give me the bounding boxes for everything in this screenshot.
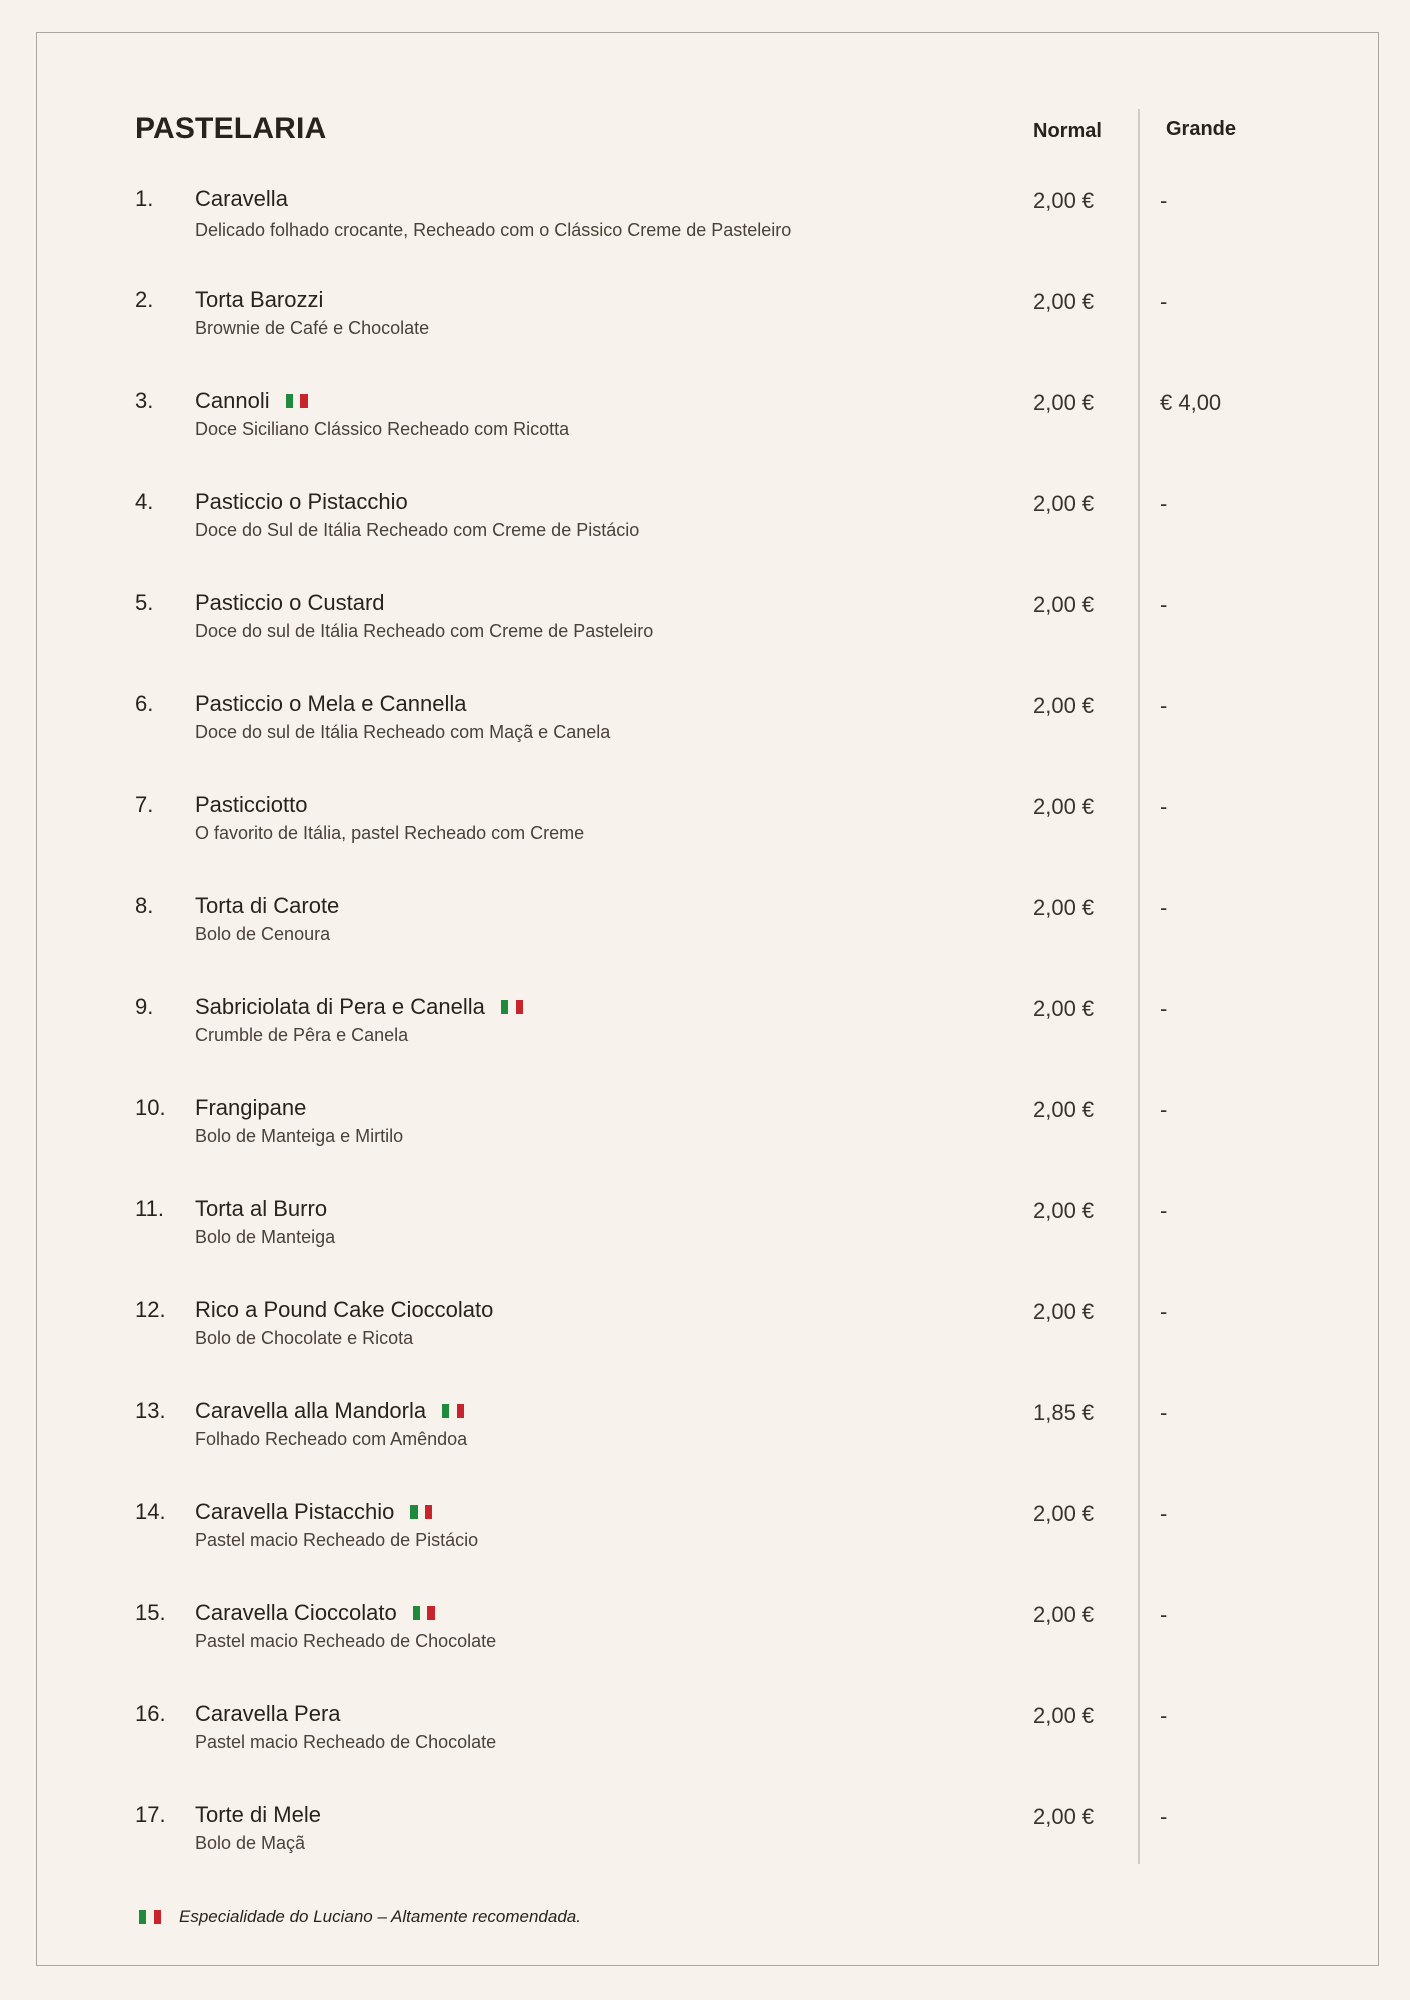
- item-name: Torta al Burro: [195, 1196, 328, 1221]
- price-grande: -: [1160, 895, 1168, 920]
- item-description: Delicado folhado crocante, Recheado com o Clássico Creme de Pasteleiro: [195, 220, 792, 240]
- price-grande: -: [1160, 1703, 1168, 1728]
- price-normal: 2,00 €: [1033, 1501, 1095, 1526]
- menu-item: [0, 1701, 1410, 1791]
- menu-item: [0, 287, 1410, 377]
- price-grande: -: [1160, 1501, 1168, 1526]
- item-description: Bolo de Manteiga e Mirtilo: [195, 1126, 404, 1146]
- item-description: Pastel macio Recheado de Chocolate: [195, 1732, 497, 1752]
- item-name: Torta Barozzi: [195, 287, 324, 312]
- item-name-wrap: [195, 1297, 493, 1323]
- item-name-wrap: [195, 1398, 464, 1424]
- price-grande: -: [1160, 693, 1168, 718]
- menu-item: [0, 1196, 1410, 1286]
- item-name: Caravella Pera: [195, 1701, 341, 1726]
- item-name: Torte di Mele: [195, 1802, 321, 1827]
- item-name-wrap: [195, 1095, 306, 1121]
- price-grande: -: [1160, 1400, 1168, 1425]
- item-number: 16.: [135, 1701, 166, 1726]
- item-name: Torta di Carote: [195, 893, 340, 918]
- item-name-wrap: [195, 893, 339, 919]
- item-name-wrap: [195, 792, 308, 818]
- item-number: 2.: [135, 287, 154, 312]
- price-grande: -: [1160, 188, 1168, 213]
- price-normal: 2,00 €: [1033, 491, 1095, 516]
- menu-item: [0, 186, 1410, 276]
- item-name-wrap: [195, 1499, 432, 1525]
- menu-item: [0, 489, 1410, 579]
- menu-item: [0, 590, 1410, 680]
- item-name-wrap: [195, 1600, 435, 1626]
- item-name-wrap: [195, 489, 408, 515]
- item-number: 4.: [135, 489, 154, 514]
- item-number: 11.: [135, 1196, 164, 1221]
- footnote: [139, 1907, 581, 1927]
- price-grande: -: [1160, 289, 1168, 314]
- item-name: Caravella Cioccolato: [195, 1600, 397, 1625]
- price-normal: 2,00 €: [1033, 895, 1095, 920]
- menu-item: [0, 893, 1410, 983]
- price-grande: -: [1160, 491, 1168, 516]
- item-number: 3.: [135, 388, 154, 413]
- item-description: Doce do sul de Itália Recheado com Maçã e Canela: [195, 722, 611, 742]
- item-name-wrap: [195, 691, 466, 717]
- price-normal: 2,00 €: [1033, 1097, 1095, 1122]
- item-name-wrap: [195, 1802, 321, 1828]
- price-normal: 2,00 €: [1033, 289, 1095, 314]
- item-number: 8.: [135, 893, 154, 918]
- price-normal: 2,00 €: [1033, 1703, 1095, 1728]
- item-name-wrap: [195, 287, 323, 313]
- italian-flag-icon: [410, 1505, 432, 1519]
- menu-item: [0, 1297, 1410, 1387]
- menu-item: [0, 1802, 1410, 1892]
- item-description: Doce do Sul de Itália Recheado com Creme de Pistácio: [195, 520, 640, 540]
- price-normal: 2,00 €: [1033, 188, 1095, 213]
- item-description: Brownie de Café e Chocolate: [195, 318, 430, 338]
- price-normal: 2,00 €: [1033, 693, 1095, 718]
- item-name-wrap: [195, 388, 308, 414]
- price-grande: -: [1160, 1602, 1168, 1627]
- price-normal: 2,00 €: [1033, 1602, 1095, 1627]
- item-description: O favorito de Itália, pastel Recheado com Creme: [195, 823, 585, 843]
- price-grande: -: [1160, 1097, 1168, 1122]
- item-name: Pasticcio o Custard: [195, 590, 385, 615]
- item-name-wrap: [195, 590, 385, 616]
- item-description: Pastel macio Recheado de Chocolate: [195, 1631, 497, 1651]
- item-number: 7.: [135, 792, 154, 817]
- column-header-grande: Grande: [1166, 118, 1237, 140]
- item-description: Folhado Recheado com Amêndoa: [195, 1429, 468, 1449]
- price-normal: 2,00 €: [1033, 996, 1095, 1021]
- price-grande: -: [1160, 1299, 1168, 1324]
- item-number: 17.: [135, 1802, 166, 1827]
- page-title: PASTELARIA: [135, 112, 327, 145]
- item-name: Rico a Pound Cake Cioccolato: [195, 1297, 494, 1322]
- item-description: Pastel macio Recheado de Pistácio: [195, 1530, 479, 1550]
- item-description: Crumble de Pêra e Canela: [195, 1025, 409, 1045]
- item-name: Caravella alla Mandorla: [195, 1398, 427, 1423]
- item-name: Caravella Pistacchio: [195, 1499, 395, 1524]
- price-normal: 2,00 €: [1033, 592, 1095, 617]
- item-description: Bolo de Chocolate e Ricota: [195, 1328, 414, 1348]
- item-number: 15.: [135, 1600, 166, 1625]
- menu-item: [0, 792, 1410, 882]
- price-normal: 2,00 €: [1033, 1804, 1095, 1829]
- price-normal: 2,00 €: [1033, 390, 1095, 415]
- menu-item: [0, 1600, 1410, 1690]
- item-description: Bolo de Maçã: [195, 1833, 306, 1853]
- item-name: Caravella: [195, 186, 288, 211]
- menu-item: [0, 691, 1410, 781]
- menu-item: [0, 1095, 1410, 1185]
- price-grande: -: [1160, 1198, 1168, 1223]
- italian-flag-icon: [501, 1000, 523, 1014]
- menu-item: [0, 1398, 1410, 1488]
- item-name: Pasticciotto: [195, 792, 308, 817]
- item-number: 1.: [135, 186, 154, 211]
- item-number: 5.: [135, 590, 154, 615]
- menu-item: [0, 1499, 1410, 1589]
- item-description: Bolo de Manteiga: [195, 1227, 336, 1247]
- item-description: Bolo de Cenoura: [195, 924, 331, 944]
- item-name: Pasticcio o Mela e Cannella: [195, 691, 467, 716]
- item-name-wrap: [195, 1196, 327, 1222]
- item-name: Frangipane: [195, 1095, 307, 1120]
- menu-item: [0, 388, 1410, 478]
- item-number: 14.: [135, 1499, 166, 1524]
- price-normal: 2,00 €: [1033, 1198, 1095, 1223]
- item-name-wrap: [195, 1701, 341, 1727]
- item-name-wrap: [195, 994, 523, 1020]
- item-description: Doce Siciliano Clássico Recheado com Ricotta: [195, 419, 570, 439]
- item-description: Doce do sul de Itália Recheado com Creme de Pasteleiro: [195, 621, 654, 641]
- italian-flag-icon: [139, 1910, 161, 1924]
- footnote-text: Especialidade do Luciano – Altamente recomendada.: [179, 1907, 581, 1926]
- item-number: 6.: [135, 691, 154, 716]
- italian-flag-icon: [286, 394, 308, 408]
- item-number: 10.: [135, 1095, 166, 1120]
- column-header-normal: Normal: [1033, 120, 1102, 142]
- italian-flag-icon: [442, 1404, 464, 1418]
- item-number: 13.: [135, 1398, 166, 1423]
- italian-flag-icon: [413, 1606, 435, 1620]
- price-grande: -: [1160, 996, 1168, 1021]
- item-name: Sabriciolata di Pera e Canella: [195, 994, 485, 1019]
- price-grande: -: [1160, 794, 1168, 819]
- price-grande: € 4,00: [1160, 390, 1222, 415]
- price-grande: -: [1160, 592, 1168, 617]
- menu-item: [0, 994, 1410, 1084]
- item-number: 9.: [135, 994, 154, 1019]
- item-name-wrap: [195, 186, 288, 212]
- price-grande: -: [1160, 1804, 1168, 1829]
- price-normal: 1,85 €: [1033, 1400, 1095, 1425]
- price-normal: 2,00 €: [1033, 794, 1095, 819]
- item-name: Cannoli: [195, 388, 270, 413]
- price-normal: 2,00 €: [1033, 1299, 1095, 1324]
- item-name: Pasticcio o Pistacchio: [195, 489, 408, 514]
- item-number: 12.: [135, 1297, 166, 1322]
